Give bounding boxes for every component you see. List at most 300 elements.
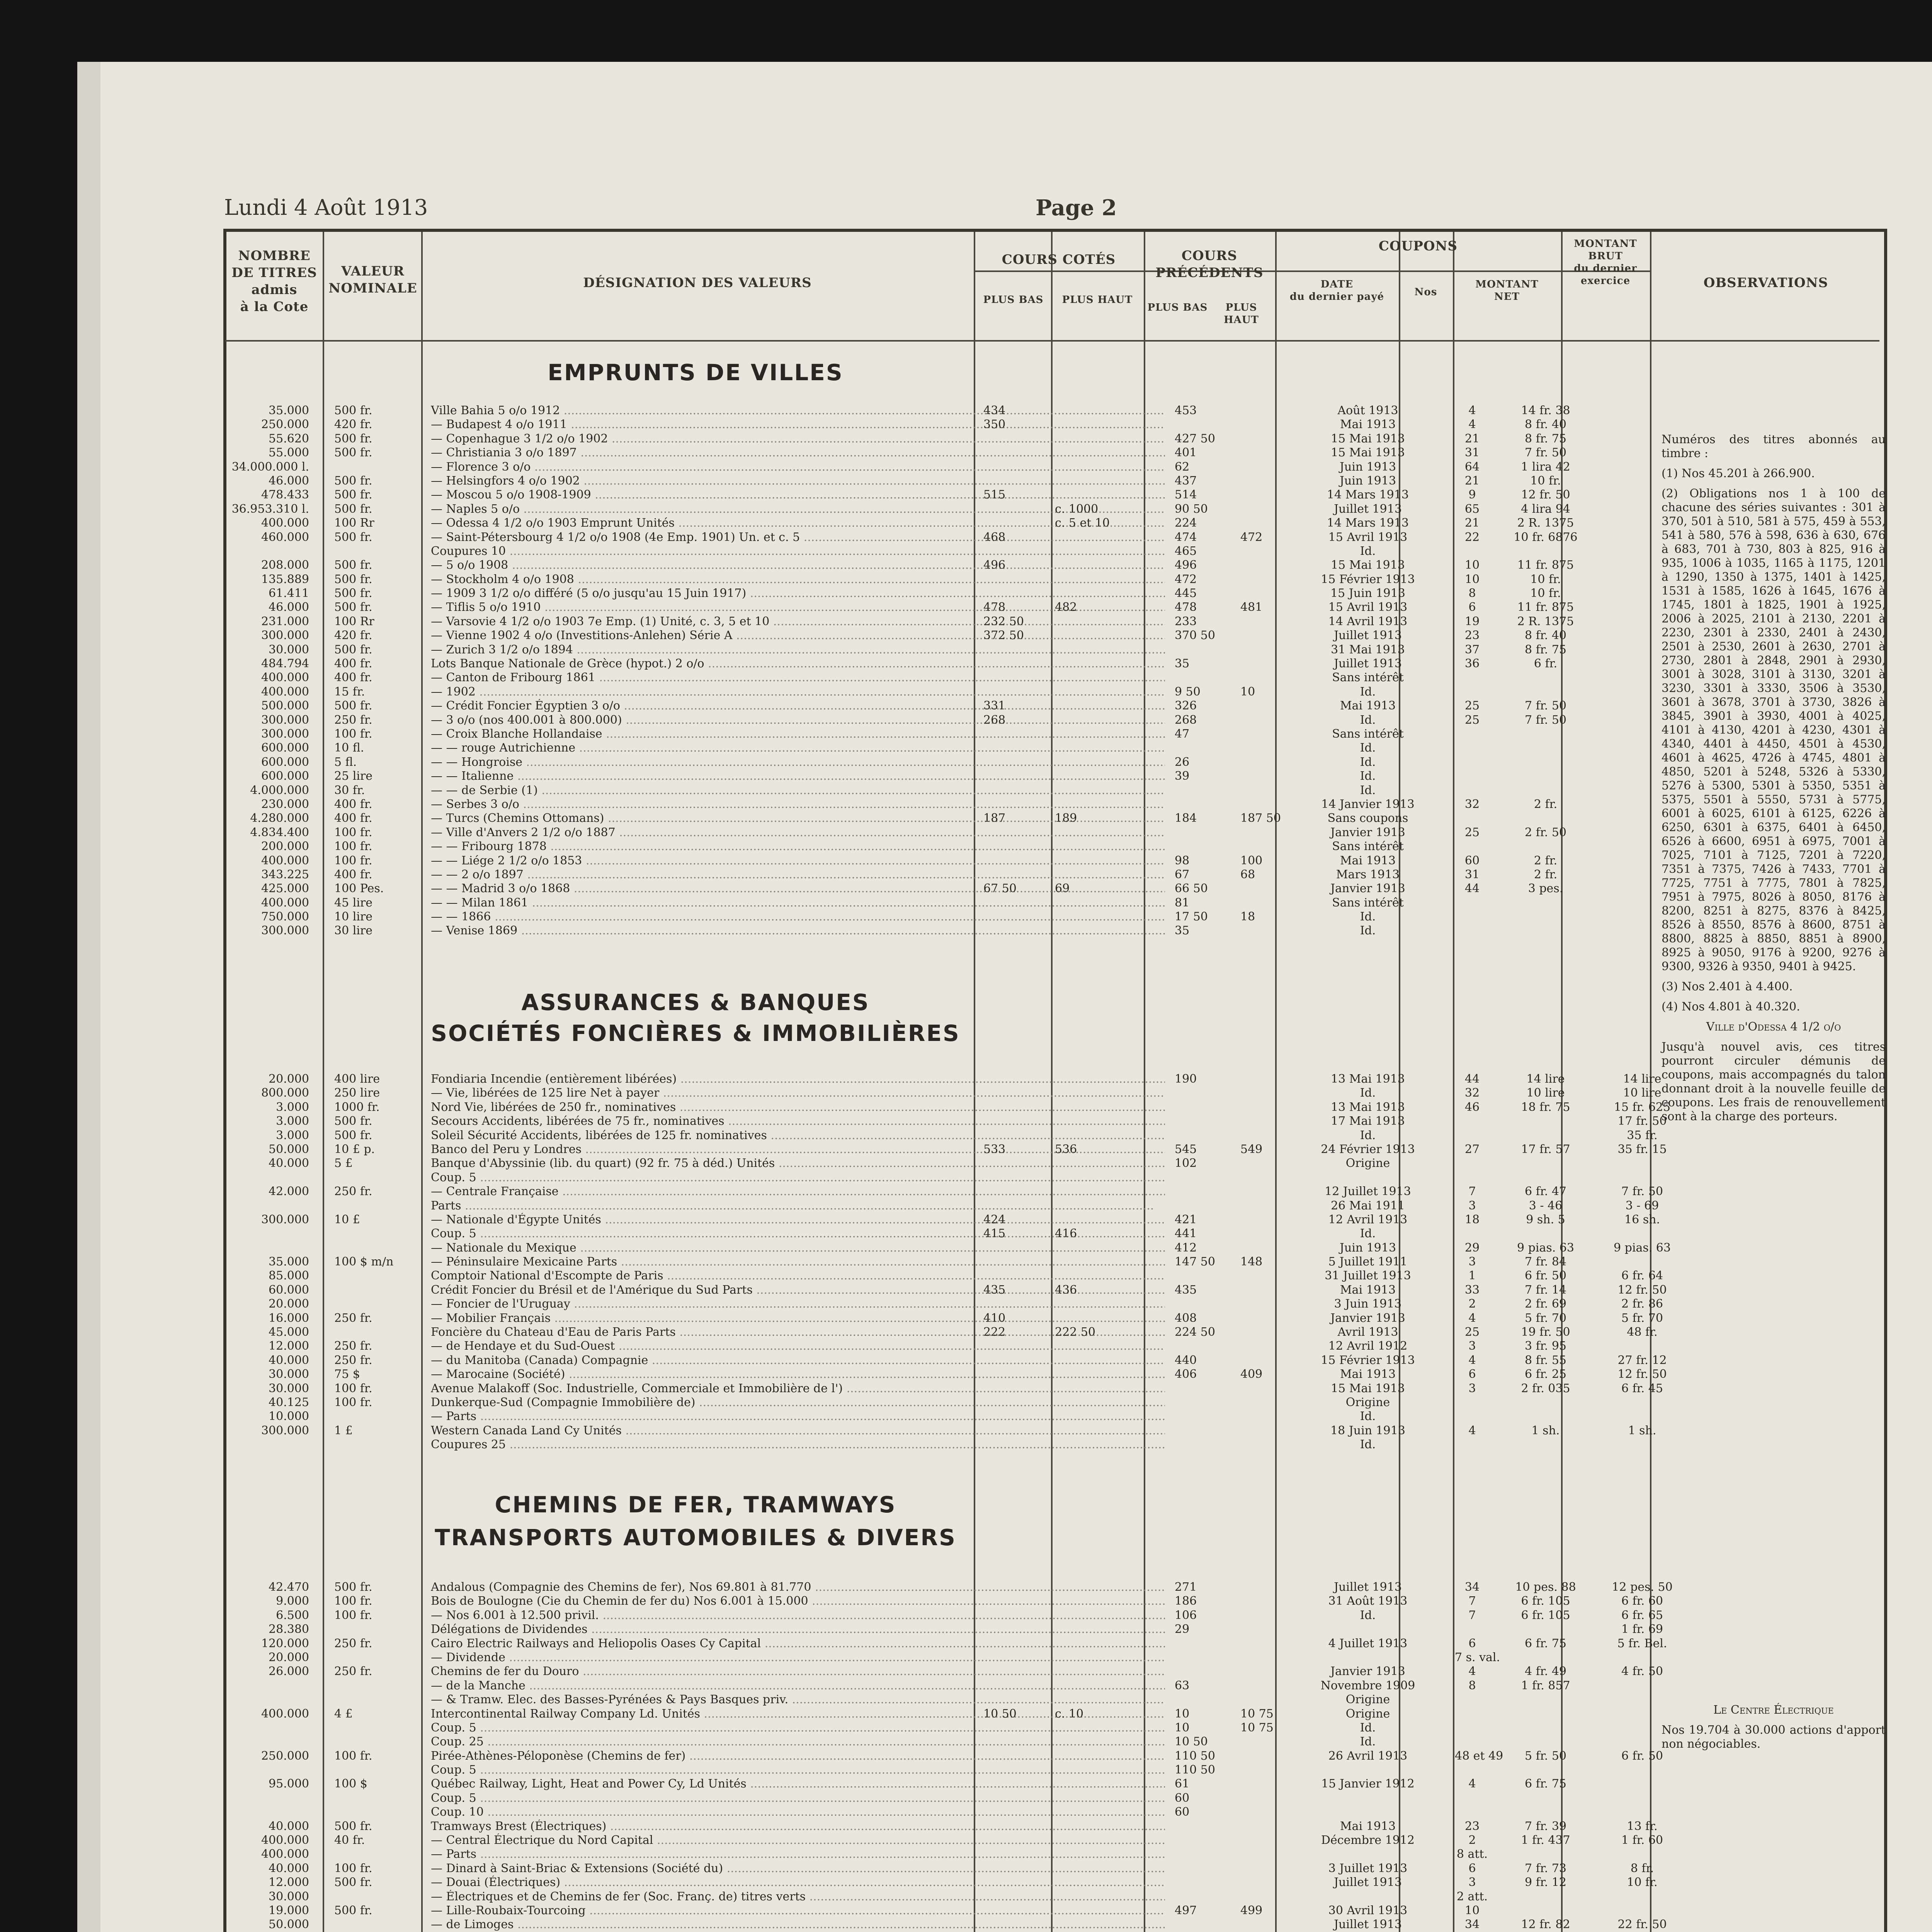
row-coupon-date: Juillet 1913	[1334, 1876, 1402, 1889]
row-cours-plus-bas: 410	[983, 1311, 1006, 1325]
row-designation: — Copenhague 3 1/2 o/o 1902 .....	[431, 432, 1165, 446]
row-coupon-numero: 3	[1468, 1339, 1476, 1353]
row-designation: Ville Bahia 5 o/o 1912 .....	[431, 404, 1165, 418]
row-valeur: 1 £	[334, 1423, 353, 1437]
row-coupon-montant: 7 fr. 39	[1524, 1819, 1567, 1833]
header-subdivider	[974, 270, 1650, 272]
row-montant-brut: 6 fr. 50	[1621, 1749, 1663, 1763]
row-coupon-montant: 2 fr.	[1534, 797, 1558, 811]
row-designation: — Central Électrique du Nord Capital .....	[431, 1833, 1165, 1847]
row-coupon-date: Id.	[1360, 1128, 1376, 1142]
row-valeur: 500 fr.	[334, 1819, 372, 1833]
col-prec-plus-bas: PLUS BAS	[1147, 302, 1208, 313]
row-coupon-date: Id.	[1360, 755, 1376, 769]
row-nombre: 30.000	[269, 1367, 309, 1381]
row-coupon-date: 26 Mai 1911	[1331, 1199, 1405, 1213]
row-coupon-numero: 25	[1464, 713, 1480, 727]
row-nombre: 400.000	[261, 671, 309, 685]
row-designation: — — Madrid 3 o/o 1868 .....	[431, 882, 1165, 896]
row-nombre: 230.000	[261, 797, 309, 811]
row-coupon-date: Mai 1913	[1340, 854, 1396, 867]
row-cours-plus-bas: 478	[983, 600, 1006, 614]
row-coupon-date: 15 Mai 1913	[1331, 446, 1405, 460]
row-coupon-numero: 7	[1468, 1594, 1476, 1608]
row-montant-brut: 27 fr. 12	[1617, 1353, 1667, 1367]
row-nombre: 60.000	[269, 1283, 309, 1297]
row-cours-plus-haut: 222 50	[1055, 1325, 1095, 1339]
row-coupon-date: Id.	[1360, 1086, 1376, 1100]
row-nombre: 400.000	[261, 685, 309, 699]
col-valeur: VALEUR NOMINALE	[328, 264, 417, 296]
row-cours-plus-haut: 482	[1055, 600, 1077, 614]
row-nombre: 250.000	[261, 1749, 309, 1763]
row-montant-brut: 1 sh.	[1628, 1423, 1656, 1437]
row-nombre: 40.000	[269, 1156, 309, 1170]
row-valeur: 30 lire	[334, 924, 372, 938]
row-nombre: 50.000	[269, 1918, 309, 1932]
row-valeur: 45 lire	[334, 896, 372, 910]
row-valeur: 500 fr.	[334, 558, 372, 572]
row-cours-plus-bas: 515	[983, 488, 1006, 502]
row-prec-plus-bas: 17 50	[1175, 910, 1208, 924]
row-coupon-montant: 10 fr.	[1530, 474, 1561, 488]
row-prec-plus-bas: 545	[1175, 1142, 1197, 1156]
row-valeur: 250 lire	[334, 1086, 380, 1100]
row-designation: — du Manitoba (Canada) Compagnie .....	[431, 1354, 1165, 1367]
row-prec-plus-haut: 18	[1240, 910, 1255, 924]
row-coupon-montant: 12 fr. 82	[1521, 1918, 1570, 1932]
row-valeur: 100 $ m/n	[334, 1255, 394, 1269]
row-designation: — Lille-Roubaix-Tourcoing .....	[431, 1904, 1165, 1918]
row-designation: — — Liége 2 1/2 o/o 1853 .....	[431, 854, 1165, 868]
row-coupon-montant: 2 R. 1375	[1517, 516, 1574, 530]
row-coupon-date: 12 Juillet 1913	[1325, 1185, 1411, 1199]
row-designation: — Florence 3 o/o .....	[431, 460, 1165, 474]
column-divider	[323, 232, 324, 1932]
row-designation: — Odessa 4 1/2 o/o 1903 Emprunt Unités .....	[431, 516, 1165, 530]
row-prec-plus-haut: 68	[1240, 867, 1255, 881]
row-designation: — Centrale Française .....	[431, 1185, 1165, 1199]
row-prec-plus-bas: 224 50	[1175, 1325, 1215, 1339]
row-prec-plus-bas: 60	[1175, 1791, 1190, 1805]
row-montant-brut: 4 fr. 50	[1621, 1665, 1663, 1679]
row-coupon-montant: 3 - 46	[1529, 1199, 1563, 1213]
row-designation: — & Tramw. Elec. des Basses-Pyrénées & Pays Basques priv. .....	[431, 1693, 1165, 1707]
row-nombre: 30.000	[269, 643, 309, 656]
row-nombre: 400.000	[261, 1833, 309, 1847]
row-coupon-montant: 3 pes.	[1528, 882, 1563, 896]
row-cours-plus-bas: 331	[983, 699, 1006, 713]
page-number: Page 2	[1036, 195, 1117, 221]
row-valeur: 400 fr.	[334, 797, 372, 811]
row-prec-plus-bas: 147 50	[1175, 1255, 1215, 1269]
row-designation: — Parts .....	[431, 1410, 1165, 1423]
row-nombre: 800.000	[261, 1086, 309, 1100]
row-coupon-montant: 6 fr. 75	[1524, 1777, 1567, 1791]
row-valeur: 500 fr.	[334, 446, 372, 460]
row-valeur: 250 fr.	[334, 1353, 372, 1367]
row-nombre: 85.000	[269, 1269, 309, 1283]
row-coupon-date: Id.	[1360, 713, 1376, 727]
row-coupon-numero: 31	[1464, 446, 1480, 460]
row-designation: — Vienne 1902 4 o/o (Investitions-Anlehen) Série A .....	[431, 629, 1165, 643]
row-coupon-numero: 44	[1464, 882, 1480, 896]
row-designation: Banque d'Abyssinie (lib. du quart) (92 fr. 75 à déd.) Unités .....	[431, 1156, 1165, 1170]
row-nombre: 300.000	[261, 727, 309, 741]
row-coupon-date: Mai 1913	[1340, 699, 1396, 713]
row-coupon-numero: 10	[1464, 1903, 1480, 1917]
row-coupon-montant: 7 fr. 73	[1524, 1861, 1567, 1875]
row-designation: — Vie, libérées de 125 lire Net à payer .....	[431, 1086, 1165, 1100]
row-cours-plus-haut: 436	[1055, 1283, 1077, 1297]
row-nombre: 750.000	[261, 910, 309, 924]
row-cours-plus-bas: 496	[983, 558, 1006, 572]
row-coupon-montant: 19 fr. 50	[1521, 1325, 1570, 1339]
row-nombre: 343.225	[261, 867, 309, 881]
row-coupon-numero: 3	[1468, 1381, 1476, 1395]
row-prec-plus-bas: 408	[1175, 1311, 1197, 1325]
row-prec-plus-bas: 47	[1175, 727, 1190, 741]
row-designation: — Douai (Électriques) .....	[431, 1876, 1165, 1889]
row-montant-brut: 48 fr.	[1627, 1325, 1658, 1339]
row-designation: — — 1866 .....	[431, 910, 1165, 924]
row-montant-brut: 13 fr.	[1627, 1819, 1658, 1833]
row-prec-plus-haut: 481	[1240, 600, 1263, 614]
row-montant-brut: 12 pes. 50	[1612, 1580, 1673, 1594]
row-designation: — Parts .....	[431, 1847, 1165, 1861]
row-prec-plus-haut: 499	[1240, 1903, 1263, 1917]
column-divider	[1453, 232, 1454, 1932]
row-valeur: 500 fr.	[334, 600, 372, 614]
row-coupon-date: 17 Mai 1913	[1331, 1114, 1405, 1128]
row-coupon-numero: 34	[1464, 1580, 1480, 1594]
row-coupon-numero: 7	[1468, 1608, 1476, 1622]
row-nombre: 300.000	[261, 629, 309, 643]
row-valeur: 250 fr.	[334, 1636, 372, 1650]
row-valeur: 500 fr.	[334, 1580, 372, 1594]
row-coupon-numero: 2	[1468, 1833, 1476, 1847]
row-prec-plus-bas: 90 50	[1175, 502, 1208, 516]
column-divider	[1275, 232, 1277, 1932]
row-coupon-montant: 10 fr. 6876	[1514, 530, 1578, 544]
row-prec-plus-bas: 26	[1175, 755, 1190, 769]
row-designation: Coupures 10 .....	[431, 544, 1165, 558]
row-designation: Nord Vie, libérées de 250 fr., nominatives .....	[431, 1100, 1165, 1114]
row-prec-plus-bas: 497	[1175, 1903, 1197, 1917]
row-prec-plus-bas: 453	[1175, 404, 1197, 417]
row-montant-brut: 16 sh.	[1624, 1213, 1660, 1226]
row-coupon-numero: 25	[1464, 1325, 1480, 1339]
row-designation: — Venise 1869 .....	[431, 924, 1165, 938]
row-prec-plus-haut: 10 75	[1240, 1707, 1274, 1721]
row-designation: Coup. 5 .....	[431, 1227, 1165, 1241]
row-nombre: 400.000	[261, 1707, 309, 1721]
row-designation: — Canton de Fribourg 1861 .....	[431, 671, 1165, 685]
row-designation: — 3 o/o (nos 400.001 à 800.000) .....	[431, 713, 1165, 727]
row-designation: — Helsingfors 4 o/o 1902 .....	[431, 474, 1165, 488]
row-coupon-numero: 25	[1464, 825, 1480, 839]
row-prec-plus-bas: 66 50	[1175, 882, 1208, 896]
row-coupon-montant: 2 fr. 69	[1524, 1297, 1567, 1311]
row-coupon-date: Id.	[1360, 1608, 1376, 1622]
row-designation: Tramways Brest (Électriques) .....	[431, 1820, 1165, 1833]
row-montant-brut: 17 fr. 50	[1617, 1114, 1667, 1128]
row-nombre: 600.000	[261, 769, 309, 783]
row-coupon-date: Id.	[1360, 741, 1376, 755]
row-coupon-montant: 8 fr. 40	[1524, 418, 1567, 432]
row-coupon-date: 15 Avril 1913	[1328, 530, 1408, 544]
row-designation: Coup. 5 .....	[431, 1763, 1165, 1777]
row-nombre: 28.380	[269, 1622, 309, 1636]
row-coupon-montant: 10 fr.	[1530, 587, 1561, 600]
row-coupon-numero: 6	[1468, 1861, 1476, 1875]
row-coupon-numero: 27	[1464, 1142, 1480, 1156]
row-designation: — Mobilier Français .....	[431, 1311, 1165, 1325]
row-nombre: 42.000	[269, 1185, 309, 1199]
row-coupon-date: Mai 1913	[1340, 1283, 1396, 1297]
row-designation: — Croix Blanche Hollandaise .....	[431, 727, 1165, 741]
row-coupon-numero: 32	[1464, 797, 1480, 811]
row-designation: Comptoir National d'Escompte de Paris .....	[431, 1269, 1165, 1283]
row-montant-brut: 3 - 69	[1625, 1199, 1659, 1213]
row-coupon-numero: 6	[1468, 600, 1476, 614]
row-valeur: 100 fr.	[334, 1608, 372, 1622]
row-coupon-date: Id.	[1360, 685, 1376, 699]
row-nombre: 400.000	[261, 516, 309, 530]
row-designation: — Nationale du Mexique .....	[431, 1241, 1165, 1255]
row-cours-plus-bas: 187	[983, 811, 1006, 825]
row-nombre: 6.500	[276, 1608, 309, 1622]
row-coupon-montant: 6 fr. 105	[1521, 1608, 1570, 1622]
row-coupon-numero: 2 att.	[1456, 1889, 1488, 1903]
row-valeur: 500 fr.	[334, 1128, 372, 1142]
row-valeur: 250 fr.	[334, 1185, 372, 1199]
row-coupon-numero: 2	[1468, 1297, 1476, 1311]
row-coupon-numero: 22	[1464, 530, 1480, 544]
row-designation: Crédit Foncier du Brésil et de l'Amérique du Sud Parts .....	[431, 1283, 1165, 1297]
row-designation: Andalous (Compagnie des Chemins de fer), Nos 69.801 à 81.770 .....	[431, 1580, 1165, 1594]
row-coupon-montant: 6 fr. 50	[1524, 1269, 1567, 1283]
row-coupon-date: Juillet 1913	[1334, 502, 1402, 516]
row-prec-plus-bas: 478	[1175, 600, 1197, 614]
row-designation: Fondiaria Incendie (entièrement libérées) .....	[431, 1072, 1165, 1086]
row-valeur: 100 fr.	[334, 825, 372, 839]
col-plus-haut: PLUS HAUT	[1062, 294, 1133, 306]
row-coupon-numero: 21	[1464, 474, 1480, 488]
row-prec-plus-bas: 412	[1175, 1241, 1197, 1255]
col-prec-plus-haut: PLUS HAUT	[1224, 302, 1259, 326]
row-valeur: 250 fr.	[334, 713, 372, 727]
row-valeur: 500 fr.	[334, 432, 372, 446]
row-coupon-date: Id.	[1360, 1227, 1376, 1241]
row-nombre: 135.889	[261, 572, 309, 586]
row-coupon-date: Décembre 1912	[1321, 1833, 1415, 1847]
row-coupon-date: Origine	[1345, 1156, 1390, 1170]
row-coupon-date: 3 Juillet 1913	[1328, 1861, 1408, 1875]
section-title-assurances: ASSURANCES & BANQUES	[521, 989, 870, 1015]
row-cours-plus-haut: 189	[1055, 811, 1077, 825]
row-prec-plus-bas: 61	[1175, 1777, 1190, 1791]
row-coupon-numero: 4	[1468, 1423, 1476, 1437]
row-prec-plus-bas: 233	[1175, 614, 1197, 628]
row-coupon-numero: 8	[1468, 587, 1476, 600]
row-valeur: 500 fr.	[334, 502, 372, 516]
obs-renewal-note: Jusqu'à nouvel avis, ces titres pourront circuler démunis de coupons, mais accompagnés du talon donnant droit à la nouvelle feuille de coupons. Les frais de renouvellement sont à la charge des porteurs.	[1662, 1040, 1886, 1123]
row-valeur: 1000 fr.	[334, 1100, 380, 1114]
row-nombre: 35.000	[269, 1255, 309, 1269]
row-valeur: 500 fr.	[334, 530, 372, 544]
row-coupon-date: Sans intérêt	[1332, 896, 1404, 910]
row-coupon-numero: 32	[1464, 1086, 1480, 1100]
row-designation: — — Hongroise .....	[431, 755, 1165, 769]
col-observations: OBSERVATIONS	[1703, 275, 1828, 291]
row-prec-plus-bas: 440	[1175, 1353, 1197, 1367]
row-designation: Foncière du Chateau d'Eau de Paris Parts .....	[431, 1325, 1165, 1339]
row-coupon-montant: 3 fr. 95	[1524, 1339, 1567, 1353]
row-cours-plus-bas: 222	[983, 1325, 1006, 1339]
row-prec-plus-bas: 63	[1175, 1679, 1190, 1692]
row-coupon-montant: 6 fr. 105	[1521, 1594, 1570, 1608]
row-coupon-date: 30 Avril 1913	[1328, 1903, 1408, 1917]
row-coupon-numero: 6	[1468, 1636, 1476, 1650]
row-prec-plus-haut: 549	[1240, 1142, 1263, 1156]
row-coupon-date: 15 Février 1913	[1321, 572, 1415, 586]
row-cours-plus-haut: c. 10	[1055, 1707, 1084, 1721]
obs-centre-electrique-title: Le Centre Électrique	[1713, 1703, 1834, 1717]
row-prec-plus-bas: 224	[1175, 516, 1197, 530]
row-nombre: 20.000	[269, 1297, 309, 1311]
row-designation: — 5 o/o 1908 .....	[431, 558, 1165, 572]
row-designation: — — Fribourg 1878 .....	[431, 840, 1165, 854]
row-designation: Coup. 10 .....	[431, 1805, 1165, 1819]
row-coupon-numero: 21	[1464, 516, 1480, 530]
row-nombre: 26.000	[269, 1665, 309, 1679]
row-coupon-date: Sans intérêt	[1332, 671, 1404, 685]
row-coupon-montant: 1 fr. 857	[1521, 1679, 1570, 1692]
row-coupon-montant: 4 fr. 49	[1524, 1665, 1567, 1679]
row-coupon-date: 13 Mai 1913	[1331, 1072, 1405, 1086]
col-coupons: COUPONS	[1378, 238, 1458, 254]
row-coupon-date: Id.	[1360, 1410, 1376, 1423]
row-nombre: 4.280.000	[250, 811, 309, 825]
row-designation: Coup. 25 .....	[431, 1735, 1165, 1749]
row-prec-plus-bas: 29	[1175, 1622, 1190, 1636]
row-coupon-date: Juillet 1913	[1334, 1580, 1402, 1594]
row-coupon-date: 18 Juin 1913	[1330, 1423, 1405, 1437]
row-valeur: 420 fr.	[334, 629, 372, 643]
row-designation: Délégations de Dividendes .....	[431, 1622, 1165, 1636]
row-coupon-date: Mai 1913	[1340, 418, 1396, 432]
row-designation: — Péninsulaire Mexicaine Parts .....	[431, 1255, 1165, 1269]
row-valeur: 100 $	[334, 1777, 367, 1791]
row-cours-plus-bas: 468	[983, 530, 1006, 544]
row-prec-plus-bas: 35	[1175, 924, 1190, 938]
row-coupon-numero: 8 att.	[1456, 1847, 1488, 1861]
row-coupon-date: Août 1913	[1337, 404, 1398, 417]
row-prec-plus-bas: 106	[1175, 1608, 1197, 1622]
row-coupon-date: Id.	[1360, 1438, 1376, 1452]
row-coupon-montant: 1 lira 42	[1521, 460, 1570, 474]
row-nombre: 200.000	[261, 840, 309, 854]
row-nombre: 10.000	[269, 1410, 309, 1423]
row-coupon-montant: 6 fr. 47	[1524, 1185, 1567, 1199]
row-nombre: 3.000	[276, 1114, 309, 1128]
row-prec-plus-bas: 67	[1175, 867, 1190, 881]
row-prec-plus-bas: 268	[1175, 713, 1197, 727]
row-montant-brut: 1 fr. 60	[1621, 1833, 1663, 1847]
row-coupon-date: Juillet 1913	[1334, 629, 1402, 643]
row-montant-brut: 2 fr. 86	[1621, 1297, 1663, 1311]
row-coupon-montant: 17 fr. 57	[1521, 1142, 1570, 1156]
row-valeur: 500 fr.	[334, 1876, 372, 1889]
row-nombre: 46.000	[269, 474, 309, 488]
row-coupon-montant: 18 fr. 75	[1521, 1100, 1570, 1114]
row-prec-plus-bas: 435	[1175, 1283, 1197, 1297]
row-designation: — Turcs (Chemins Ottomans) .....	[431, 811, 1165, 825]
row-montant-brut: 10 fr.	[1627, 1876, 1658, 1889]
row-designation: Coup. 5 .....	[431, 1791, 1165, 1805]
row-coupon-montant: 5 fr. 50	[1524, 1749, 1567, 1763]
row-coupon-montant: 2 fr. 50	[1524, 825, 1567, 839]
row-prec-plus-haut: 10 75	[1240, 1721, 1274, 1735]
row-cours-plus-haut: c. 5 et 10	[1055, 516, 1110, 530]
row-coupon-date: Novembre 1909	[1320, 1679, 1415, 1692]
row-nombre: 600.000	[261, 755, 309, 769]
row-cours-plus-bas: 67 50	[983, 882, 1017, 896]
row-montant-brut: 6 fr. 65	[1621, 1608, 1663, 1622]
row-valeur: 400 fr.	[334, 671, 372, 685]
row-montant-brut: 35 fr.	[1627, 1128, 1658, 1142]
row-coupon-montant: 8 fr. 75	[1524, 432, 1567, 446]
row-designation: Coup. 5 .....	[431, 1721, 1165, 1735]
row-coupon-date: 5 Juillet 1911	[1328, 1255, 1408, 1269]
row-designation: — de Hendaye et du Sud-Ouest .....	[431, 1339, 1165, 1353]
row-coupon-numero: 23	[1464, 629, 1480, 643]
row-coupon-numero: 29	[1464, 1241, 1480, 1255]
row-coupon-montant: 10 pes. 88	[1515, 1580, 1576, 1594]
obs-note-2: (1) Nos 45.201 à 266.900.	[1662, 467, 1815, 480]
row-montant-brut: 1 fr. 69	[1621, 1622, 1663, 1636]
row-coupon-date: Avril 1913	[1337, 1325, 1398, 1339]
section-title-societes-foncieres: SOCIÉTÉS FONCIÈRES & IMMOBILIÈRES	[431, 1020, 960, 1046]
row-nombre: 460.000	[261, 530, 309, 544]
col-montant-net: MONTANT NET	[1475, 279, 1539, 303]
row-montant-brut: 6 fr. 45	[1621, 1381, 1663, 1395]
row-coupon-montant: 12 fr. 50	[1521, 488, 1570, 502]
row-designation: Québec Railway, Light, Heat and Power Cy, Ld Unités .....	[431, 1777, 1165, 1791]
row-coupon-numero: 3	[1468, 1255, 1476, 1269]
row-coupon-numero: 4	[1468, 1777, 1476, 1791]
row-prec-plus-bas: 110 50	[1175, 1763, 1215, 1777]
row-coupon-montant: 6 fr.	[1534, 657, 1558, 671]
row-nombre: 250.000	[261, 418, 309, 432]
row-designation: — Dinard à Saint-Briac & Extensions (Société du) .....	[431, 1862, 1165, 1876]
row-valeur: 250 fr.	[334, 1339, 372, 1353]
row-nombre: 12.000	[269, 1339, 309, 1353]
row-coupon-date: Id.	[1360, 783, 1376, 797]
row-designation: Secours Accidents, libérées de 75 fr., nominatives .....	[431, 1114, 1165, 1128]
row-coupon-date: 4 Juillet 1913	[1328, 1636, 1408, 1650]
row-designation: Bois de Boulogne (Cie du Chemin de fer du) Nos 6.001 à 15.000 .....	[431, 1594, 1165, 1608]
row-designation: — Dividende .....	[431, 1651, 1165, 1665]
row-nombre: 400.000	[261, 854, 309, 867]
row-prec-plus-haut: 472	[1240, 530, 1263, 544]
row-nombre: 4.000.000	[250, 783, 309, 797]
row-valeur: 500 fr.	[334, 572, 372, 586]
row-designation: — Crédit Foncier Égyptien 3 o/o .....	[431, 699, 1165, 713]
row-designation: — Serbes 3 o/o .....	[431, 798, 1165, 811]
row-prec-plus-bas: 60	[1175, 1805, 1190, 1819]
